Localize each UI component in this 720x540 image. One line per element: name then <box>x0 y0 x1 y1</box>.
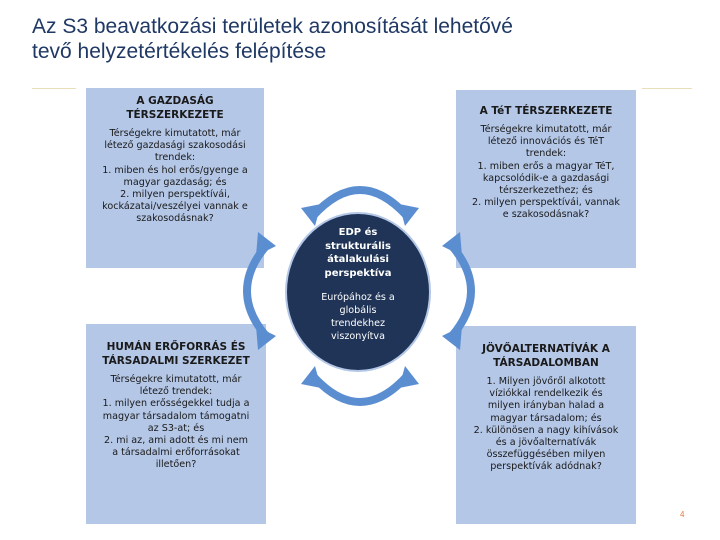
arrow-right-icon <box>432 228 492 354</box>
body-line: trendek: <box>525 148 567 160</box>
heading-line: HUMÁN ERŐFORRÁS ÉS <box>106 341 246 353</box>
heading-line: A GAZDASÁG <box>136 95 214 107</box>
box-human-body <box>86 374 266 472</box>
box-economy-heading <box>86 94 264 122</box>
body-line: e szakosodásnak? <box>502 209 590 221</box>
body-line: magyar társadalom támogatni <box>102 410 250 422</box>
body-line: az S3-at; és <box>147 422 205 434</box>
body-line: víziókkal rendelkezik és <box>489 388 603 400</box>
center-line: viszonyítva <box>331 331 385 342</box>
body-line: Térségekre kimutatott, már <box>110 374 242 385</box>
body-line: magyar gazdaság; és <box>123 176 227 188</box>
body-line: illetően? <box>155 459 197 471</box>
body-line: 1. milyen erősségekkel tudja a <box>102 398 250 410</box>
arrow-bottom-icon <box>275 364 445 424</box>
center-circle-edp <box>285 212 431 372</box>
heading-line: A TéT TÉRSZERKEZETE <box>479 105 613 117</box>
slide-title-line-1: Az S3 beavatkozási területek azonosítását lehetővé <box>32 15 513 38</box>
box-future-alternatives <box>456 326 636 524</box>
center-line: perspektíva <box>324 267 392 279</box>
body-line: 2. milyen perspektívái, <box>120 189 230 201</box>
heading-line: JÖVŐALTERNATÍVÁK A <box>482 343 610 355</box>
body-line: milyen irányban halad a <box>487 400 605 412</box>
slide-title <box>32 14 712 64</box>
body-line: 1. miben és hol erős/gyenge a <box>102 164 248 176</box>
divider-left <box>32 88 76 89</box>
body-line: perspektívák adódnak? <box>490 461 602 473</box>
body-line: Térségekre kimutatott, már <box>480 124 612 135</box>
page-number: 4 <box>680 510 685 519</box>
body-line: szakosodásnak? <box>136 213 214 225</box>
body-line: 2. milyen perspektívái, vannak <box>472 197 620 209</box>
body-line: 1. Milyen jövőről alkotott <box>486 376 606 387</box>
center-line: strukturális <box>325 240 391 252</box>
center-line: trendekhez <box>330 318 386 329</box>
body-line: magyar társadalom; és <box>490 412 602 424</box>
body-line: Térségekre kimutatott, már <box>109 128 241 139</box>
body-line: kapcsolódik-e a gazdasági <box>482 172 610 184</box>
body-line: 1. miben erős a magyar TéT, <box>477 160 615 172</box>
body-line: létező innovációs és TéT <box>487 136 605 148</box>
box-rdi-body <box>456 124 636 222</box>
box-rdi-heading <box>456 104 636 118</box>
center-normal-text <box>287 291 429 343</box>
center-line: átalakulási <box>327 254 389 265</box>
heading-line: TÁRSADALMI SZERKEZET <box>102 355 250 367</box>
box-economy-body <box>86 128 264 226</box>
body-line: összefüggésében milyen <box>486 449 606 461</box>
box-future-body <box>456 376 636 474</box>
body-line: kockázatai/veszélyei vannak e <box>102 201 248 213</box>
arrow-left-icon <box>226 228 286 354</box>
center-line: Európához és a <box>321 292 395 303</box>
center-bold-text <box>287 226 429 280</box>
body-line: 2. különösen a nagy kihívások <box>473 424 619 436</box>
heading-line: TÁRSADALOMBAN <box>493 357 599 369</box>
heading-line: TÉRSZERKEZETE <box>126 109 224 121</box>
body-line: térszerkezethez; és <box>499 185 593 197</box>
center-line: EDP és <box>338 227 378 238</box>
slide-title-line-2: tevő helyzetértékelés felépítése <box>32 40 327 63</box>
body-line: 2. mi az, ami adott és mi nem <box>104 435 248 447</box>
center-line: globális <box>339 305 377 316</box>
box-human-resources <box>86 324 266 524</box>
body-line: létező trendek: <box>139 386 213 398</box>
body-line: létező gazdasági szakosodási <box>104 140 246 152</box>
body-line: és a jövőalternatívák <box>495 437 597 449</box>
body-line: trendek: <box>154 152 196 164</box>
body-line: a társadalmi erőforrásokat <box>112 447 240 459</box>
divider-right <box>642 88 692 89</box>
